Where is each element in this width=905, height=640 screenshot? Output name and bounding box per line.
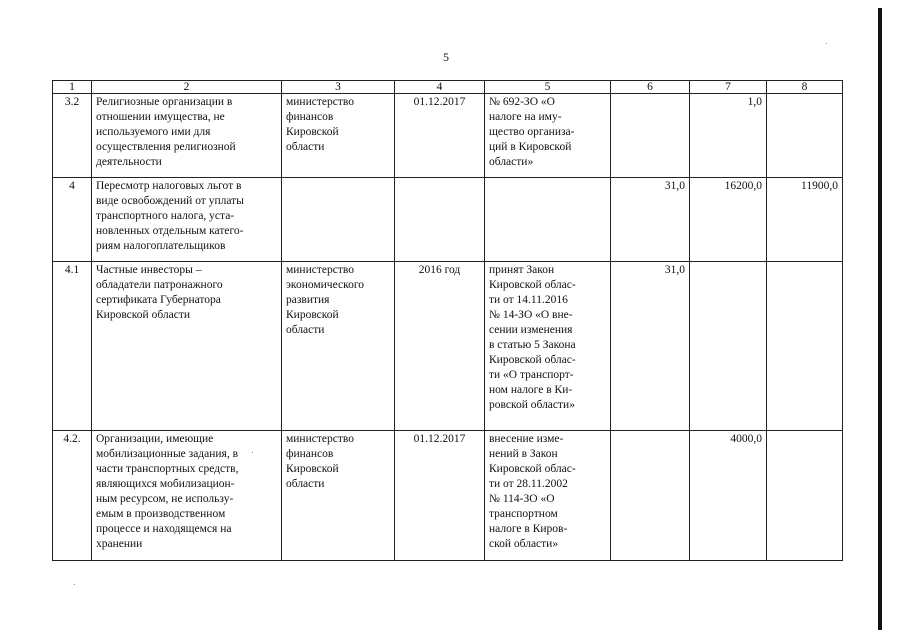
measure-name-cell — [92, 94, 282, 178]
date-cell: 01.12.2017 — [395, 94, 485, 178]
table-row — [53, 94, 843, 178]
table-row — [53, 262, 843, 431]
document-cell-line: Кировской облас- — [489, 354, 576, 366]
document-cell-line: ти «О транспорт- — [489, 369, 574, 381]
value-cell-7: 16200,0 — [690, 178, 767, 262]
responsible-cell-line: министерство — [286, 433, 354, 445]
measure-name-cell-line: Кировской области — [96, 309, 191, 321]
scan-speck — [74, 584, 75, 585]
table-row — [53, 178, 843, 262]
measure-name-cell-line: обладатели патронажного — [96, 279, 223, 291]
document-cell-line: области» — [489, 156, 534, 168]
document-cell-line: в статью 5 Закона — [489, 339, 576, 351]
document-cell-line: сении изменения — [489, 324, 573, 336]
measure-name-cell-line: новленных отдельным катего- — [96, 225, 244, 237]
column-header: 6 — [611, 81, 690, 94]
measure-name-cell-line: используемого ими для — [96, 126, 211, 138]
scan-edge-line — [878, 8, 882, 630]
document-cell-line: налоге в Киров- — [489, 523, 568, 535]
value-cell-6 — [611, 431, 690, 561]
column-header: 8 — [767, 81, 843, 94]
measure-name-cell-line: транспортного налога, уста- — [96, 210, 235, 222]
date-cell: 2016 год — [395, 262, 485, 431]
document-cell-line: № 114-ЗО «О — [489, 493, 555, 505]
measures-table — [52, 80, 843, 561]
document-cell-line: ской области» — [489, 538, 559, 550]
responsible-cell — [282, 94, 395, 178]
measure-name-cell-line: являющихся мобилизацион- — [96, 478, 235, 490]
row-number-cell: 4.2. — [53, 431, 92, 561]
row-number-cell: 4.1 — [53, 262, 92, 431]
value-cell-7: 1,0 — [690, 94, 767, 178]
responsible-cell-line: Кировской — [286, 309, 339, 321]
responsible-cell-line: Кировской — [286, 463, 339, 475]
document-cell — [485, 431, 611, 561]
document-cell-line: № 692-ЗО «О — [489, 96, 555, 108]
document-cell — [485, 262, 611, 431]
document-cell-line: ти от 28.11.2002 — [489, 478, 568, 490]
measure-name-cell-line: деятельности — [96, 156, 162, 168]
measure-name-cell — [92, 431, 282, 561]
measure-name-cell-line: Религиозные организации в — [96, 96, 233, 108]
column-header: 5 — [485, 81, 611, 94]
responsible-cell-line: министерство — [286, 96, 354, 108]
document-cell-line: ном налоге в Ки- — [489, 384, 573, 396]
document-cell-line: налоге на иму- — [489, 111, 562, 123]
scan-speck — [826, 43, 827, 44]
measure-name-cell — [92, 178, 282, 262]
measure-name-cell-line: отношении имущества, не — [96, 111, 225, 123]
measure-name-cell-line: риям налогоплательщиков — [96, 240, 226, 252]
value-cell-8 — [767, 94, 843, 178]
responsible-cell-line: области — [286, 141, 325, 153]
measure-name-cell-line: осуществления религиозной — [96, 141, 236, 153]
value-cell-8 — [767, 431, 843, 561]
responsible-cell-line: финансов — [286, 111, 334, 123]
document-cell-line: внесение изме- — [489, 433, 564, 445]
date-cell: 01.12.2017 — [395, 431, 485, 561]
date-cell — [395, 178, 485, 262]
document-cell-line: Кировской облас- — [489, 279, 576, 291]
measure-name-cell-line: ным ресурсом, не использу- — [96, 493, 234, 505]
measure-name-cell-line: сертификата Губернатора — [96, 294, 221, 306]
responsible-cell-line: области — [286, 324, 325, 336]
document-cell-line: № 14-ЗО «О вне- — [489, 309, 573, 321]
document-cell-line: транспортном — [489, 508, 558, 520]
value-cell-8 — [767, 262, 843, 431]
column-header: 2 — [92, 81, 282, 94]
document-cell — [485, 178, 611, 262]
document-cell-line: ровской области» — [489, 399, 575, 411]
measure-name-cell-line: Организации, имеющие — [96, 433, 214, 445]
measure-name-cell-line: виде освобождений от уплаты — [96, 195, 244, 207]
responsible-cell-line: министерство — [286, 264, 354, 276]
responsible-cell — [282, 178, 395, 262]
document-cell-line: Кировской облас- — [489, 463, 576, 475]
responsible-cell-line: Кировской — [286, 126, 339, 138]
header-row — [53, 81, 843, 94]
measure-name-cell-line: хранении — [96, 538, 143, 550]
column-header: 1 — [53, 81, 92, 94]
responsible-cell — [282, 431, 395, 561]
measure-name-cell — [92, 262, 282, 431]
row-number-cell: 3.2 — [53, 94, 92, 178]
document-cell-line: нений в Закон — [489, 448, 558, 460]
measure-name-cell-line: Частные инвесторы – — [96, 264, 202, 276]
value-cell-6: 31,0 — [611, 262, 690, 431]
value-cell-6: 31,0 — [611, 178, 690, 262]
value-cell-7: 4000,0 — [690, 431, 767, 561]
row-number-cell: 4 — [53, 178, 92, 262]
value-cell-8: 11900,0 — [767, 178, 843, 262]
responsible-cell-line: области — [286, 478, 325, 490]
measure-name-cell-line: процессе и находящемся на — [96, 523, 232, 535]
value-cell-7 — [690, 262, 767, 431]
measure-name-cell-line: емым в производственном — [96, 508, 226, 520]
document-cell — [485, 94, 611, 178]
responsible-cell-line: развития — [286, 294, 330, 306]
measure-name-cell-line: части транспортных средств, — [96, 463, 239, 475]
responsible-cell — [282, 262, 395, 431]
table-row — [53, 431, 843, 561]
measure-name-cell-line: Пересмотр налоговых льгот в — [96, 180, 242, 192]
document-cell-line: принят Закон — [489, 264, 555, 276]
document-cell-line: щество организа- — [489, 126, 575, 138]
column-header: 7 — [690, 81, 767, 94]
column-header: 3 — [282, 81, 395, 94]
measure-name-cell-line: мобилизационные задания, в — [96, 448, 239, 460]
responsible-cell-line: финансов — [286, 448, 334, 460]
responsible-cell-line: экономического — [286, 279, 365, 291]
page-number: 5 — [443, 50, 449, 64]
document-cell-line: ций в Кировской — [489, 141, 572, 153]
value-cell-6 — [611, 94, 690, 178]
document-cell-line: ти от 14.11.2016 — [489, 294, 568, 306]
column-header: 4 — [395, 81, 485, 94]
